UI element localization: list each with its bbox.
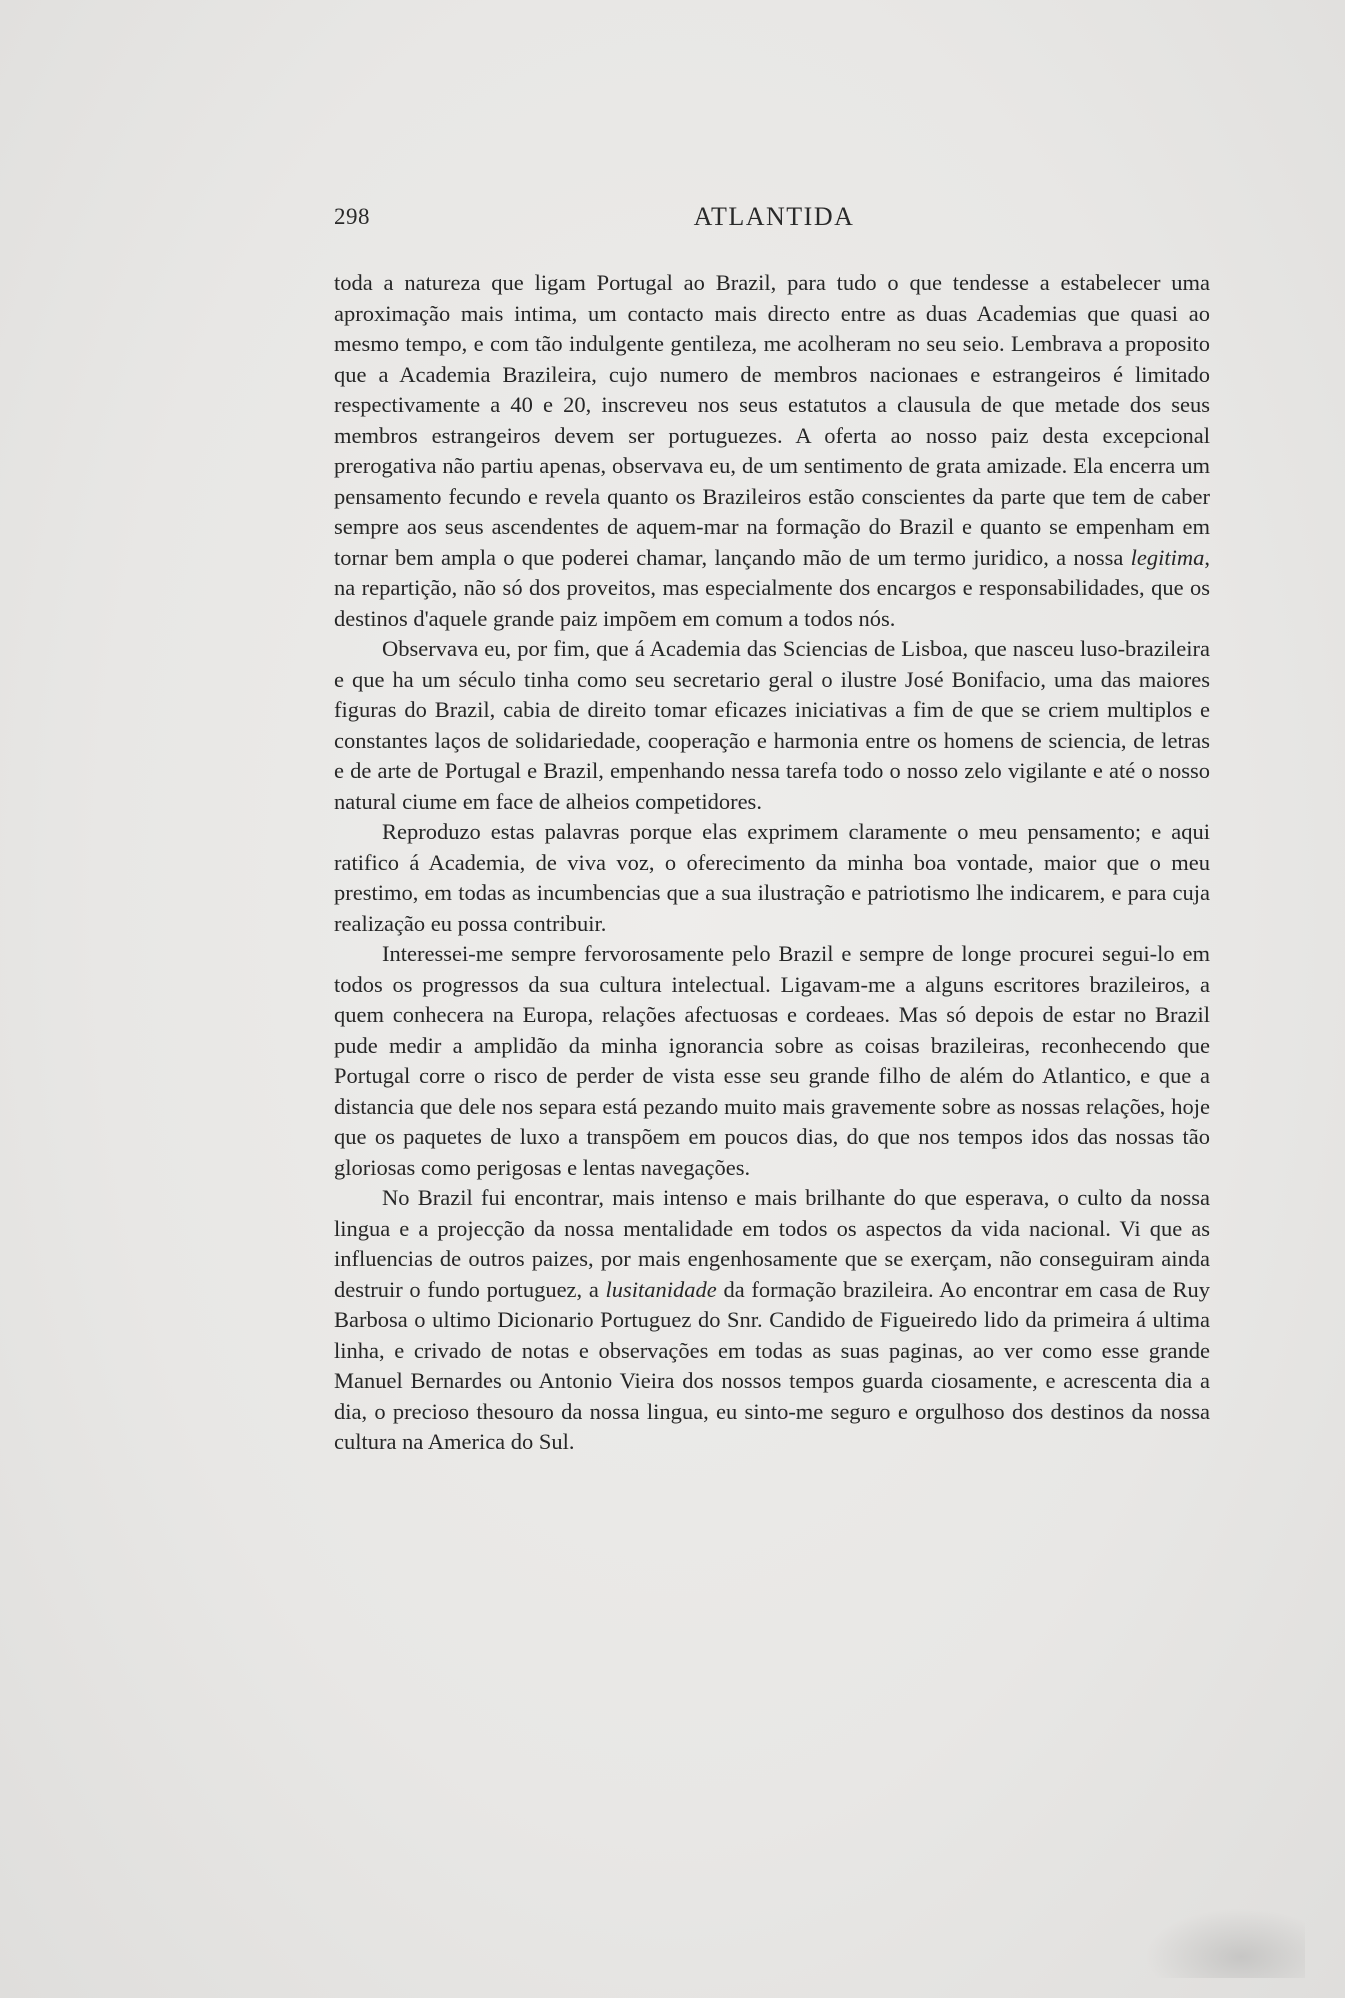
page-header	[334, 200, 1214, 236]
paragraph	[334, 817, 1210, 939]
paper-smudge	[1145, 1908, 1305, 1978]
text-segment: Reproduzo estas palavras porque elas exprimem claramente o meu pensamento; e aqui ratifico á Academia, de viva voz, o oferecimento da minha boa vontade, maior que o meu prestimo, em todas as incumbencias que a sua ilustração e patriotismo lhe indicarem, e para cuja realização eu possa contribuir.	[334, 819, 1210, 936]
text-segment: toda a natureza que ligam Portugal ao Brazil, para tudo o que tendesse a estabelecer uma aproximação mais intima, um contacto mais directo entre as duas Academias que quasi ao mesmo tempo, e com tão indulgente gentileza, me acolheram no seu seio. Lembrava a proposito que a Academia Brazileira, cujo numero de membros nacionaes e estrangeiros é limitado respectivamente a 40 e 20, inscreveu nos seus estatutos a clausula de que metade dos seus membros estrangeiros devem ser portuguezes. A oferta ao nosso paiz desta excepcional prerogativa não partiu apenas, observava eu, de um sentimento de grata amizade. Ela encerra um pensamento fecundo e revela quanto os Brazileiros estão conscientes da parte que tem de caber sempre aos seus ascendentes de aquem-mar na formação do Brazil e quanto se empenham em tornar bem ampla o que poderei chamar, lançando mão de um termo juridico, a nossa	[334, 270, 1210, 570]
text-segment: da formação brazileira. Ao encontrar em casa de Ruy Barbosa o ultimo Dicionario Portuguez do Snr. Candido de Figueiredo lido da primeira á ultima linha, e crivado de notas e observações em todas as suas paginas, ao ver como esse grande Manuel Bernardes ou Antonio Vieira dos nossos tempos guarda ciosamente, e acrescenta dia a dia, o precioso thesouro da nossa lingua, eu sinto-me seguro e orgulhoso dos destinos da nossa cultura na America do Sul.	[334, 1276, 1210, 1454]
paragraph	[334, 634, 1210, 817]
paragraph	[334, 939, 1210, 1183]
italic-term: legitima	[1130, 544, 1205, 570]
paragraph	[334, 1183, 1210, 1458]
text-segment: No Brazil fui encontrar, mais intenso e mais brilhante do que esperava, o culto da nossa lingua e a projecção da nossa mentalidade em todos os aspectos da vida nacional. Vi que as influencias de outros paizes, por mais engenhosamente que se exerçam, não conseguiram ainda destruir o fundo portuguez, a	[334, 1185, 1210, 1302]
paragraph	[334, 268, 1210, 634]
italic-term: lusitanidade	[605, 1276, 717, 1302]
text-segment: , na repartição, não só dos proveitos, mas especialmente dos encargos e responsabilidades, que os destinos d'aquele grande paiz impõem em comum a todos nós.	[334, 544, 1210, 631]
text-segment: Observava eu, por fim, que á Academia das Sciencias de Lisboa, que nasceu luso-brazileira e que ha um século tinha como seu secretario geral o ilustre José Bonifacio, uma das maiores figuras do Brazil, cabia de direito tomar eficazes iniciativas a fim de que se criem multiplos e constantes laços de solidariedade, cooperação e harmonia entre os homens de sciencia, de letras e de arte de Portugal e Brazil, empenhando nessa tarefa todo o nosso zelo vigilante e até o nosso natural ciume em face de alheios competidores.	[334, 636, 1210, 814]
text-segment: Interessei-me sempre fervorosamente pelo Brazil e sempre de longe procurei segui-lo em todos os progressos da sua cultura intelectual. Ligavam-me a alguns escritores brazileiros, a quem conhecera na Europa, relações afectuosas e cordeaes. Mas só depois de estar no Brazil pude medir a amplidão da minha ignorancia sobre as coisas brazileiras, reconhecendo que Portugal corre o risco de perder de vista esse seu grande filho de além do Atlantico, e que a distancia que dele nos separa está pezando muito mais gravemente sobre as nossas relações, hoje que os paquetes de luxo a transpõem em poucos dias, do que nos tempos idos das nossas tão gloriosas como perigosas e lentas navegações.	[334, 941, 1210, 1180]
running-title: ATLANTIDA	[693, 202, 855, 231]
page-number: 298	[334, 204, 370, 229]
body-text	[334, 268, 1210, 1458]
